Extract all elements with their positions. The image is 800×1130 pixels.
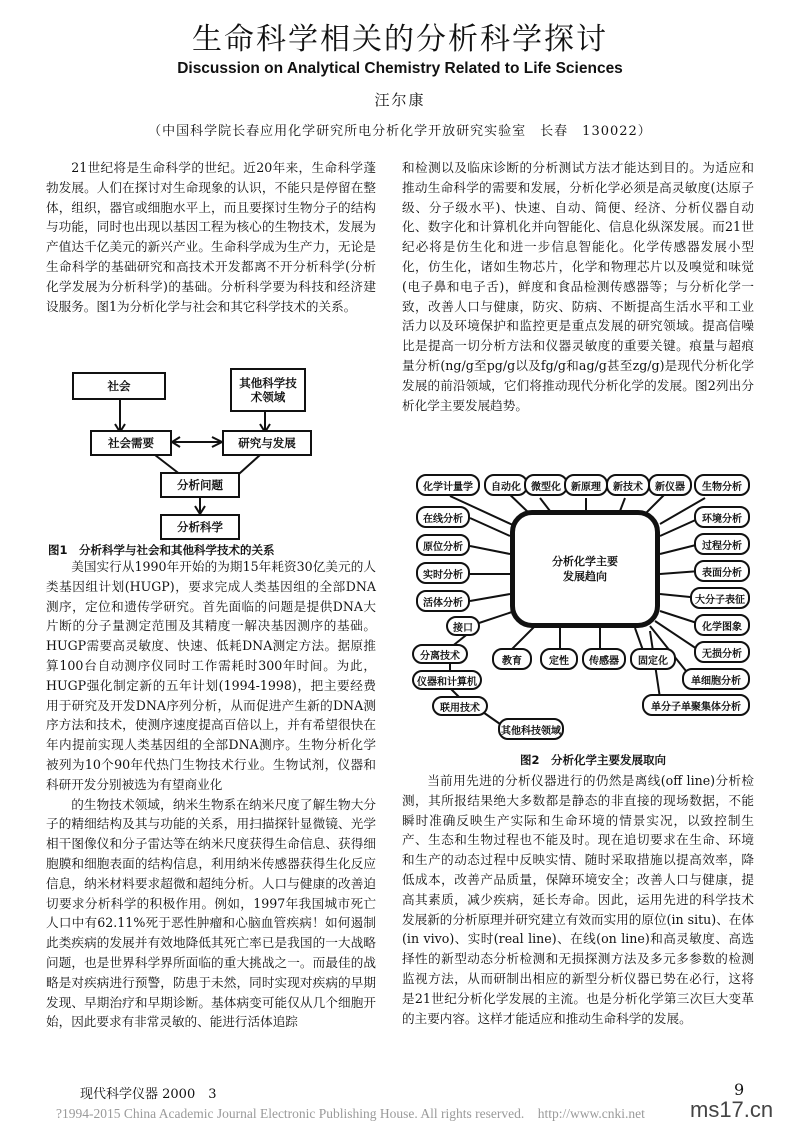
- analysis-problems-node: 分析问题: [160, 472, 240, 498]
- title-cn: 生命科学相关的分析科学探讨: [192, 22, 608, 57]
- body-column-left-top: [46, 158, 376, 316]
- trend-node: 单细胞分析: [682, 668, 750, 690]
- trend-node: 仪器和计算机: [412, 670, 482, 690]
- figure-1-caption: 图1 分析科学与社会和其他科学技术的关系: [48, 543, 275, 557]
- paragraph: 的生物技术领域，纳米生物系在纳米尺度了解生物大分子的精细结构及其与功能的关系，用扫描探针显微镜、光学相干图像仪和分子雷达等在纳米尺度获得生命信息、获得细胞膜和细胞表面的结构信息，利用纳米传感器获得生化反应信息，纳米材料要求超微和超纯分析。人口与健康的改善迫切要求分析科学的积极作用。例如，1997年我国城市死亡人口中有62.11%死于恶性肿瘤和心脑血管疾病！如何遏制此类疾病的发展并有效地降低其死亡率已是我国的一大战略问题，也是世界科学界所面临的重大挑战之一。而最佳的战略是对疾病进行预警，防患于未然，同时实现对疾病的早期发现、早期治疗和早期诊断。基体病变可能仅从几个细胞开始，因此要求有非常灵敏的、能进行活体追踪: [46, 796, 376, 1030]
- trend-node: 在线分析: [416, 506, 470, 528]
- center-trend-label: 分析化学主要发展趋向: [552, 555, 618, 583]
- trend-node: 微型化: [524, 474, 568, 496]
- figure-2: [410, 466, 755, 746]
- trend-node: 活体分析: [416, 590, 470, 612]
- figure-1: [60, 360, 370, 540]
- trend-node: 实时分析: [416, 562, 470, 584]
- page-number: 9: [734, 1080, 745, 1099]
- body-column-right-bottom: [402, 771, 754, 1028]
- journal-footer: 现代科学仪器 2000 3: [80, 1087, 217, 1102]
- trend-node: 联用技术: [432, 696, 488, 716]
- figure-2-caption: 图2 分析化学主要发展取向: [520, 753, 667, 767]
- other-science-node: 其他科学技术领域: [230, 368, 306, 412]
- trend-node: 新原理: [564, 474, 608, 496]
- body-column-left-bottom: [46, 557, 376, 1032]
- trend-node: 新仪器: [648, 474, 692, 496]
- copyright-line: ?1994-2015 China Academic Journal Electronic Publishing House. All rights reserved. http://www.cnki.net: [56, 1106, 645, 1121]
- trend-node: 化学图象: [694, 614, 750, 636]
- author: 汪尔康: [374, 91, 426, 109]
- paragraph: 当前用先进的分析仪器进行的仍然是离线(off line)分析检测，其所报结果绝大多数都是静态的非直接的现场数据，不能瞬时准确反映生产实际和生命环境的情景实况，以致控制生产、生态和生物过程也不能及时。现在追切要求在生命、环境和生产的动态过程中反映实情、随时采取措施以提高效率，降低成本，改善产品质量，保障环境安全；改善人口与健康，提高其素质，减少疾病，延长寿命。因此，运用先进的科学技术发展新的分析原理并研究建立有效而实用的原位(in situ)、在体(in vivo)、实时(real line)、在线(on line)和高灵敏度、高选择性的新型动态分析检测和无损探测方法及多元多参数的检测监视方法，从而研制出相应的新型分析仪器已势在必行，这将是21世纪分析化学发展的主流。也是分析化学第三次巨大变革的主要内容。这样才能适应和推动生命科学的发展。: [402, 773, 754, 1026]
- trend-node: 定性: [540, 648, 578, 670]
- paragraph: 和检测以及临床诊断的分析测试方法才能达到目的。为适应和推动生命科学的需要和发展，分析化学必须是高灵敏度(达原子级、分子级水平)、快速、自动、简便、经济、分析仪器自动化、数字化和计算机化并向智能化、信息化纵深发展。而21世纪必将是仿生化和进一步信息智能化。化学传感器发展小型化，仿生化，诸如生物芯片，化学和物理芯片以及嗅觉和味觉(电子鼻和电子舌)，鲜度和食品检测传感器等；与分析化学一致，改善人口与健康，防灾、防病、不断提高生活水平和工业活力以及环境保护和监控更是重点发展的研究领域。提高信噪比是提高一切分析方法和仪器灵敏度的重要关键。痕量与超痕量分析(ng/g至pg/g以及fg/g和ag/g甚至zg/g)是现代分析化学发展的前沿领域，它们将推动现代分析化学的发展。图2列出分析化学主要发展趋势。: [402, 160, 754, 413]
- trend-node: 教育: [492, 648, 532, 670]
- trend-node: 自动化: [484, 474, 528, 496]
- social-needs-node: 社会需要: [90, 430, 172, 456]
- analytical-science-node: 分析科学: [160, 514, 240, 540]
- trend-node: 环境分析: [694, 506, 750, 528]
- research-node: 研究与发展: [222, 430, 312, 456]
- trend-node: 原位分析: [416, 534, 470, 556]
- trend-node: 单分子单聚集体分析: [642, 694, 750, 716]
- trend-node: 无损分析: [694, 641, 750, 663]
- trend-node: 生物分析: [694, 474, 750, 496]
- body-column-right-top: [402, 158, 754, 415]
- trend-node: 分离技术: [412, 644, 468, 664]
- society-node: 社会: [72, 372, 166, 400]
- trend-node: 传感器: [582, 648, 626, 670]
- trend-node: 化学计量学: [416, 474, 480, 496]
- trend-node: 固定化: [630, 648, 676, 670]
- center-trend-node: [510, 510, 660, 628]
- site-watermark: ms17.cn: [690, 1097, 774, 1122]
- affiliation: （中国科学院长春应用化学研究所电分析化学开放研究实验室 长春 130022）: [148, 124, 652, 139]
- trend-node: 接口: [446, 616, 480, 636]
- trend-node: 其他科技领域: [498, 718, 564, 740]
- trend-node: 表面分析: [694, 560, 750, 582]
- trend-node: 大分子表征: [690, 587, 750, 609]
- paragraph: 美国实行从1990年开始的为期15年耗资30亿美元的人类基因组计划(HUGP)，要求完成人类基因组的全部DNA测序，定位和遗传学研究。首先面临的问题是提供DNA大片断的分子量测定范围及其精度一解决基因测序的基础。HUGP需要高灵敏度、快速、低耗DNA测定方法。据原推算100台自动测序仪同时工作需耗时300年时间。为此，HUGP强化制定新的五年计划(1994-1998)，把主要经费用于研究及开发DNA序列分析，从而促进产生新的DNA测序方法和技术，使测序速度提高百倍以上，并有希望很快在年内提前实现人类基因组的全部DNA测序。生物分析化学被列为10个90年代热门生物技术行业。生物试剂，仪器和科研开发分别被选为有望商业化: [46, 559, 376, 792]
- trend-node: 新技术: [606, 474, 650, 496]
- title-en: Discussion on Analytical Chemistry Related to Life Sciences: [177, 60, 623, 77]
- paragraph: 21世纪将是生命科学的世纪。近20年来，生命科学蓬勃发展。人们在探讨对生命现象的认识，不能只是停留在整体，组织，器官或细胞水平上，而且要探讨生物分子的结构与功能，同时也出现以基因工程为核心的生物技术，发展为产值达千亿美元的新兴产业。生命科学成为生产力，无论是生命科学的基础研究和高技术开发都离不开分析科学(分析化学发展为分析科学)的基础。分析科学要为科技和经济建设服务。图1为分析化学与社会和其它科学技术的关系。: [46, 160, 376, 314]
- trend-node: 过程分析: [694, 533, 750, 555]
